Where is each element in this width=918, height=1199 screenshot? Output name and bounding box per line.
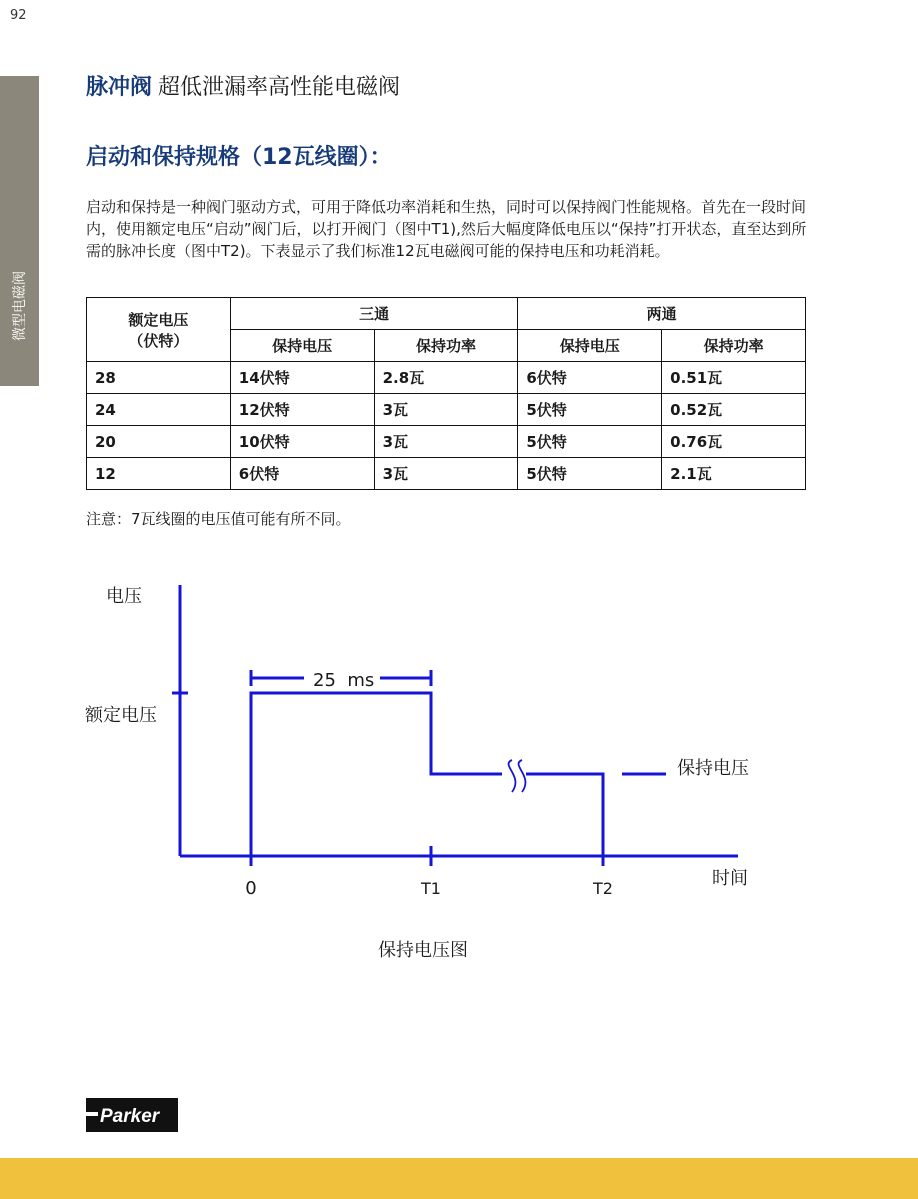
group-two-way: 两通 (518, 298, 806, 330)
parker-logo (86, 1098, 178, 1136)
spec-table (86, 297, 806, 490)
table-cell: 12伏特 (230, 394, 374, 426)
tick-label-t1: T1 (421, 879, 441, 898)
rated-voltage-header (87, 298, 231, 362)
table-cell: 0.52瓦 (662, 394, 806, 426)
table-cell: 24 (87, 394, 231, 426)
subheader-hold-power: 保持功率 (374, 330, 518, 362)
table-cell: 12 (87, 458, 231, 490)
y-axis-label: 电压 (106, 586, 142, 607)
table-cell: 6伏特 (518, 362, 662, 394)
hold-voltage-label: 保持电压 (677, 758, 749, 779)
subheader-hold-voltage: 保持电压 (518, 330, 662, 362)
break-symbol-icon (509, 760, 526, 792)
section-title: 启动和保持规格（12瓦线圈）： (86, 145, 392, 170)
duration-label: 25 ms (313, 670, 375, 691)
table-header-row (87, 298, 806, 330)
table-cell: 5伏特 (518, 394, 662, 426)
table-cell: 3瓦 (374, 394, 518, 426)
header-tagline: 超低泄漏率高性能电磁阀 (158, 75, 401, 100)
table-cell: 14伏特 (230, 362, 374, 394)
table-cell: 3瓦 (374, 426, 518, 458)
side-tab (0, 76, 39, 386)
diagram-caption: 保持电压图 (378, 940, 468, 961)
side-tab-label: 微型电磁阀 (12, 271, 28, 341)
parker-logo-text: Parker (100, 1106, 160, 1127)
table-row (87, 426, 806, 458)
table-cell: 20 (87, 426, 231, 458)
table-cell: 0.76瓦 (662, 426, 806, 458)
table-row (87, 362, 806, 394)
table-cell: 6伏特 (230, 458, 374, 490)
tick-label-t2: T2 (593, 879, 613, 898)
voltage-waveform-continued (526, 774, 603, 856)
rated-voltage-label: 额定电压 (85, 705, 157, 726)
subheader-hold-power: 保持功率 (662, 330, 806, 362)
table-cell: 2.8瓦 (374, 362, 518, 394)
table-cell: 0.51瓦 (662, 362, 806, 394)
table-cell: 28 (87, 362, 231, 394)
subheader-hold-voltage: 保持电压 (230, 330, 374, 362)
voltage-waveform (251, 693, 502, 856)
table-cell: 2.1瓦 (662, 458, 806, 490)
page-header (86, 70, 400, 101)
footer-bar (0, 1158, 918, 1199)
tick-label-0: 0 (245, 878, 257, 899)
table-cell: 5伏特 (518, 426, 662, 458)
table-note: 注意：7瓦线圈的电压值可能有所不同。 (86, 510, 351, 528)
table-cell: 5伏特 (518, 458, 662, 490)
rated-voltage-label: 额定电压 (128, 310, 189, 329)
table-cell: 10伏特 (230, 426, 374, 458)
table-row (87, 458, 806, 490)
page-number: 92 (10, 8, 27, 23)
x-axis-label: 时间 (712, 868, 748, 889)
rated-voltage-unit: （伏特） (128, 331, 189, 350)
group-three-way: 三通 (230, 298, 518, 330)
intro-paragraph: 启动和保持是一种阀门驱动方式，可用于降低功率消耗和生热，同时可以保持阀门性能规格。首先在一段时间内，使用额定电压“启动”阀门后，以打开阀门（图中T1),然后大幅度降低电压以“保持”打开状态，直至达到所需的脉冲长度（图中T2)。下表显示了我们标准12瓦电磁阀可能的保持电压和功耗消耗。 (86, 198, 807, 260)
table-row (87, 394, 806, 426)
hold-voltage-diagram (80, 580, 780, 980)
header-brand: 脉冲阀 (86, 75, 153, 100)
table-cell: 3瓦 (374, 458, 518, 490)
